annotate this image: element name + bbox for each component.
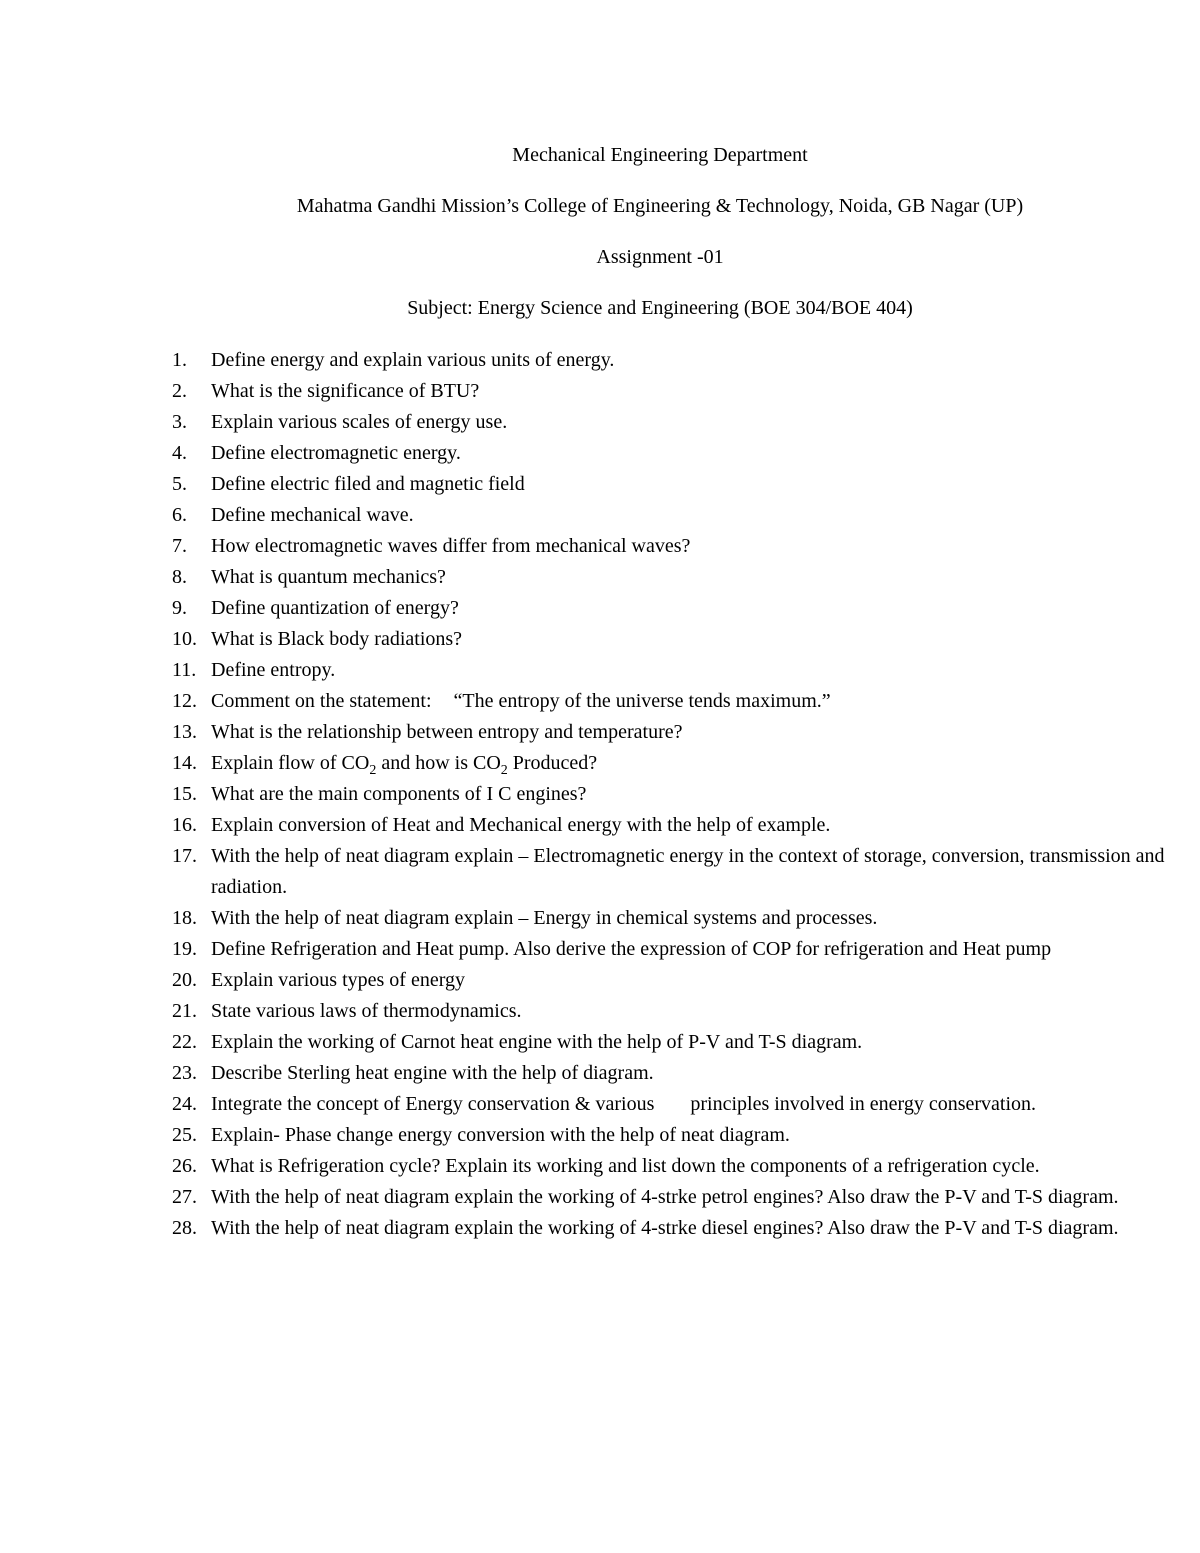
question-text: What is the relationship between entropy and temperature? [211,721,683,743]
question-item [172,438,1177,469]
question-number: 14. [172,752,197,774]
question-item [172,655,1177,686]
question-number: 22. [172,1031,197,1053]
question-text: What is Black body radiations? [211,628,463,650]
question-number: 23. [172,1062,197,1084]
question-text: What is Refrigeration cycle? Explain its working and list down the components of a refrigeration cycle. [211,1155,1040,1177]
question-item [172,469,1177,500]
question-text: Define entropy. [211,659,336,681]
question-text: Define energy and explain various units of energy. [211,349,615,371]
question-number: 10. [172,628,197,650]
question-item [172,1027,1177,1058]
question-item [172,345,1177,376]
question-text [211,1093,1036,1115]
question-text [211,690,831,712]
question-number: 16. [172,814,197,836]
question-number: 17. [172,845,197,867]
question-item [172,376,1177,407]
question-text: With the help of neat diagram explain – Energy in chemical systems and processes. [211,907,878,929]
question-item [172,407,1177,438]
quoted-statement: “The entropy of the universe tends maximum.” [453,690,831,712]
question-text: Define quantization of energy? [211,597,459,619]
question-text-part: Integrate the concept of Energy conservation & various [211,1093,655,1115]
question-number: 2. [172,380,187,402]
question-text: Explain the working of Carnot heat engine with the help of P-V and T-S diagram. [211,1031,863,1053]
subscript: 2 [500,763,508,778]
question-item [172,996,1177,1027]
question-text: Define mechanical wave. [211,504,414,526]
question-text: With the help of neat diagram explain the working of 4-strke diesel engines? Also draw the P-V and T-S diagram. [211,1217,1119,1239]
question-text-part: Explain flow of CO [211,752,370,774]
question-text-part: Produced? [507,752,598,774]
department-heading: Mechanical Engineering Department [512,144,808,166]
question-number: 20. [172,969,197,991]
question-text-part: and how is CO [376,752,501,774]
question-item [172,965,1177,996]
question-text: Explain- Phase change energy conversion with the help of neat diagram. [211,1124,790,1146]
question-text: What are the main components of I C engines? [211,783,587,805]
question-number: 7. [172,535,187,557]
question-text: How electromagnetic waves differ from mechanical waves? [211,535,691,557]
question-number: 13. [172,721,197,743]
question-text: Explain various scales of energy use. [211,411,508,433]
question-item [172,562,1177,593]
assignment-heading: Assignment -01 [596,246,724,268]
question-item [172,686,1177,717]
question-text: What is the significance of BTU? [211,380,480,402]
question-number: 6. [172,504,187,526]
question-text-part: Comment on the statement: [211,690,432,712]
question-number: 26. [172,1155,197,1177]
question-text: What is quantum mechanics? [211,566,446,588]
question-number: 18. [172,907,197,929]
question-number: 9. [172,597,187,619]
question-item [172,717,1177,748]
question-number: 24. [172,1093,197,1115]
question-number: 8. [172,566,187,588]
question-item [172,934,1177,965]
question-number: 19. [172,938,197,960]
question-list [172,345,1177,1244]
question-text: Define electric filed and magnetic field [211,473,525,495]
question-number: 25. [172,1124,197,1146]
subscript: 2 [369,763,377,778]
question-item [172,593,1177,624]
question-item [172,841,1177,903]
question-text: With the help of neat diagram explain the working of 4-strke petrol engines? Also draw the P-V and T-S diagram. [211,1186,1119,1208]
question-number: 15. [172,783,197,805]
question-text [211,752,598,778]
question-number: 12. [172,690,197,712]
question-number: 21. [172,1000,197,1022]
question-item [172,624,1177,655]
question-text-part: principles involved in energy conservation. [690,1093,1037,1115]
question-number: 27. [172,1186,197,1208]
question-number: 28. [172,1217,197,1239]
question-text: Define electromagnetic energy. [211,442,461,464]
question-item [172,1151,1177,1182]
question-item [172,810,1177,841]
question-text: Explain various types of energy [211,969,466,991]
question-number: 3. [172,411,187,433]
question-item [172,1182,1177,1213]
question-item [172,1120,1177,1151]
question-text: Define Refrigeration and Heat pump. Also derive the expression of COP for refrigeration and Heat pump [211,938,1052,960]
subject-heading: Subject: Energy Science and Engineering (BOE 304/BOE 404) [407,297,913,319]
question-number: 4. [172,442,187,464]
question-text: Describe Sterling heat engine with the help of diagram. [211,1062,654,1084]
question-number: 1. [172,349,187,371]
question-text: Explain conversion of Heat and Mechanical energy with the help of example. [211,814,831,836]
question-item [172,500,1177,531]
question-text: State various laws of thermodynamics. [211,1000,522,1022]
college-heading: Mahatma Gandhi Mission’s College of Engineering & Technology, Noida, GB Nagar (UP) [296,195,1024,217]
question-text: With the help of neat diagram explain – Electromagnetic energy in the context of storage, conversion, transmission and radiation. [211,845,1165,898]
question-number: 11. [172,659,197,681]
question-item [172,748,1177,779]
question-item [172,903,1177,934]
question-number: 5. [172,473,187,495]
question-item [172,531,1177,562]
question-item [172,1089,1177,1120]
question-item [172,1058,1177,1089]
question-item [172,1213,1177,1244]
question-item [172,779,1177,810]
